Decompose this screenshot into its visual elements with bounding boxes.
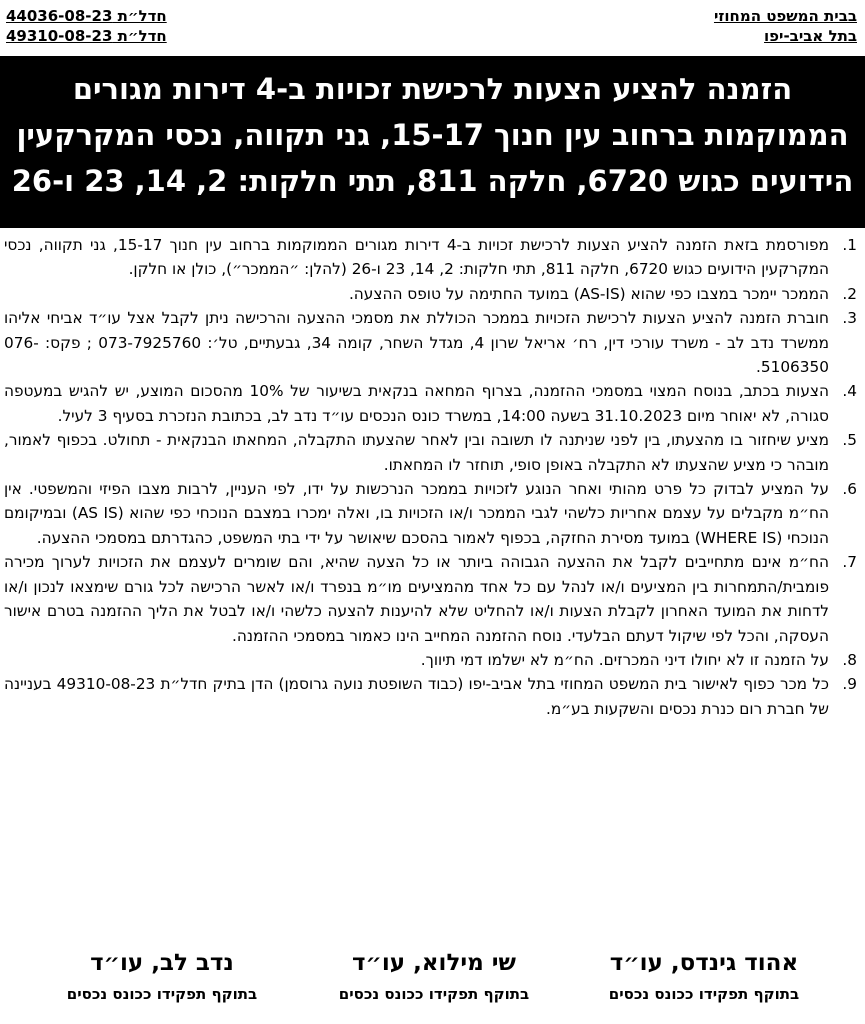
title-line-3: הידועים כגוש 6720, חלקה 811, תתי חלקות: 2, 14, 23 ו-26 xyxy=(11,164,854,198)
notice-item xyxy=(4,379,857,428)
notice-item xyxy=(4,306,857,379)
signature-block xyxy=(37,945,287,1007)
item-number: 7. xyxy=(842,553,857,572)
item-text: כל מכר כפוף לאישור בית המשפט המחוזי בתל אביב-יפו (כבוד השופטת נועה גרוסמן) הדן בתיק חדל״ת 49310-08-23 בעניינה של חברת רום כנרת נכסים והשקעות בע״מ. xyxy=(4,675,829,718)
notice-item xyxy=(4,550,857,648)
item-number: 3. xyxy=(842,309,857,328)
item-number: 2. xyxy=(842,284,857,303)
notice-item xyxy=(4,672,857,721)
notice-item xyxy=(4,233,857,282)
court-name: בבית המשפט המחוזי xyxy=(713,7,857,25)
notice-item xyxy=(4,282,857,306)
signer-role: בתוקף תפקידו ככונס נכסים xyxy=(66,985,258,1003)
item-text: הצעות בכתב, בנוסח המצוי במסמכי ההזמנה, בצרוף המחאה בנקאית בשיעור של 10% מהסכום המוצע, יש להגיש במעטפה סגורה, לא יאוחר מיום 31.10.2023 בשעה 14:00, במשרד כונס הנכסים עו״ד נדב לב, בכתובת הנזכרת בסעיף 3 לעיל. xyxy=(4,382,829,425)
item-text: הממכר יימכר במצבו כפי שהוא (AS-IS) במועד החתימה על טופס ההצעה. xyxy=(348,284,829,303)
court-header xyxy=(714,6,857,46)
case-number-2: חדל״ת 49310-08-23 xyxy=(6,27,167,45)
item-text: על הזמנה זו לא יחולו דיני המכרזים. הח״מ לא ישלמו דמי תיווך. xyxy=(420,650,829,669)
notice-items xyxy=(4,233,857,721)
signer-role: בתוקף תפקידו ככונס נכסים xyxy=(608,985,800,1003)
item-text: הח״מ אינם מתחייבים לקבל את ההצעה הגבוהה ביותר או כל הצעה שהיא, והם שומרים לעצמם את הזכויות לערוך מכירה פומבית/התמחרות בין המציעים ו/או לנהל עם כל אחד מהמציעים מו״מ בנפרד ו/או לאשר הרכישה לכל גורם שימצאו לנכון ו/או לדחות את המועד האחרון לקבלת הצעות ו/או להחליט שלא להיענות להצעה כלשהי ו/או לבטל את הליך ההזמנה בטרם אישור העסקה, והכל לפי שיקול דעתם הבלעדי. נוסח ההזמנה המחייב הינו כאמור במסמכי ההזמנה. xyxy=(4,553,829,645)
notice-item xyxy=(4,648,857,672)
signer-name: אהוד גינדס, עו״ד xyxy=(609,950,799,976)
signer-name: שי מילוא, עו״ד xyxy=(352,950,516,976)
item-number: 5. xyxy=(842,431,857,450)
notice-title-box xyxy=(0,56,865,228)
case-numbers xyxy=(6,6,167,46)
item-number: 1. xyxy=(842,236,857,254)
item-text: מפורסמת בזאת הזמנה להציע הצעות לרכישת זכויות ב-4 דירות מגורים הממוקמות ברחוב עין חנוך 15-17, גני תקווה, נכסי המקרקעין הידועים כגוש 6720, חלקה 811, תתי חלקות: 2, 14, 23 ו-26 (להלן: ״הממכר״), כולן או חלקן. xyxy=(4,236,829,279)
court-city: בתל אביב-יפו xyxy=(764,27,857,45)
title-line-1: הזמנה להציע הצעות לרכישת זכויות ב-4 דירות מגורים xyxy=(72,72,793,106)
signature-block xyxy=(309,945,559,1007)
signer-name: נדב לב, עו״ד xyxy=(90,950,234,976)
title-line-2: הממוקמות ברחוב עין חנוך 15-17, גני תקווה, נכסי המקרקעין xyxy=(16,118,849,152)
signature-block xyxy=(579,945,829,1007)
notice-item xyxy=(4,428,857,477)
case-number-1: חדל״ת 44036-08-23 xyxy=(6,7,167,25)
item-number: 8. xyxy=(842,650,857,669)
item-text: על המציע לבדוק כל פרט מהותי ואחר הנוגע לזכויות בממכר הנרכשות על ידו, לפי העניין, לרבות מצבו הפיזי והמשפטי. אין הח״מ מקבלים על עצמם אחריות כלשהי לגבי הממכר ו/או הזכויות בו, ואלה ימכרו במצבם הנוכחי כפי שהוא (AS IS) ובמיקומם הנוכחי (WHERE IS) במועד מסירת החזקה, בכפוף לאמור בהסכם שיאושר על ידי בתי המשפט, כהגדרתם במסמכי ההצעה. xyxy=(4,480,829,547)
item-text: מציע שיחזור בו מהצעתו, בין לפני שניתנה לו תשובה ובין לאחר שהצעתו התקבלה, המחאתו הבנקאית - תחולט. בכפוף לאמור, מובהר כי מציע שהצעתו לא התקבלה באופן סופי, תוחזר לו המחאתו. xyxy=(4,431,829,474)
notice-item xyxy=(4,477,857,550)
item-number: 6. xyxy=(842,480,857,499)
signer-role: בתוקף תפקידו ככונס נכסים xyxy=(338,985,530,1003)
item-number: 9. xyxy=(842,675,857,694)
item-number: 4. xyxy=(842,382,857,401)
item-text: חוברת הזמנה להציע הצעות לרכישת הזכויות בממכר הכוללת את מסמכי ההצעה והרכישה ניתן לקבל אצל עו״ד אביחי אליהו ממשרד נדב לב - משרד עורכי דין, רח׳ אריאל שרון 4, מגדל השחר, קומה 34, גבעתיים, טל׳: 073-7925760 ; פקס: 076-5106350. xyxy=(4,309,829,377)
signatures xyxy=(0,945,865,1015)
